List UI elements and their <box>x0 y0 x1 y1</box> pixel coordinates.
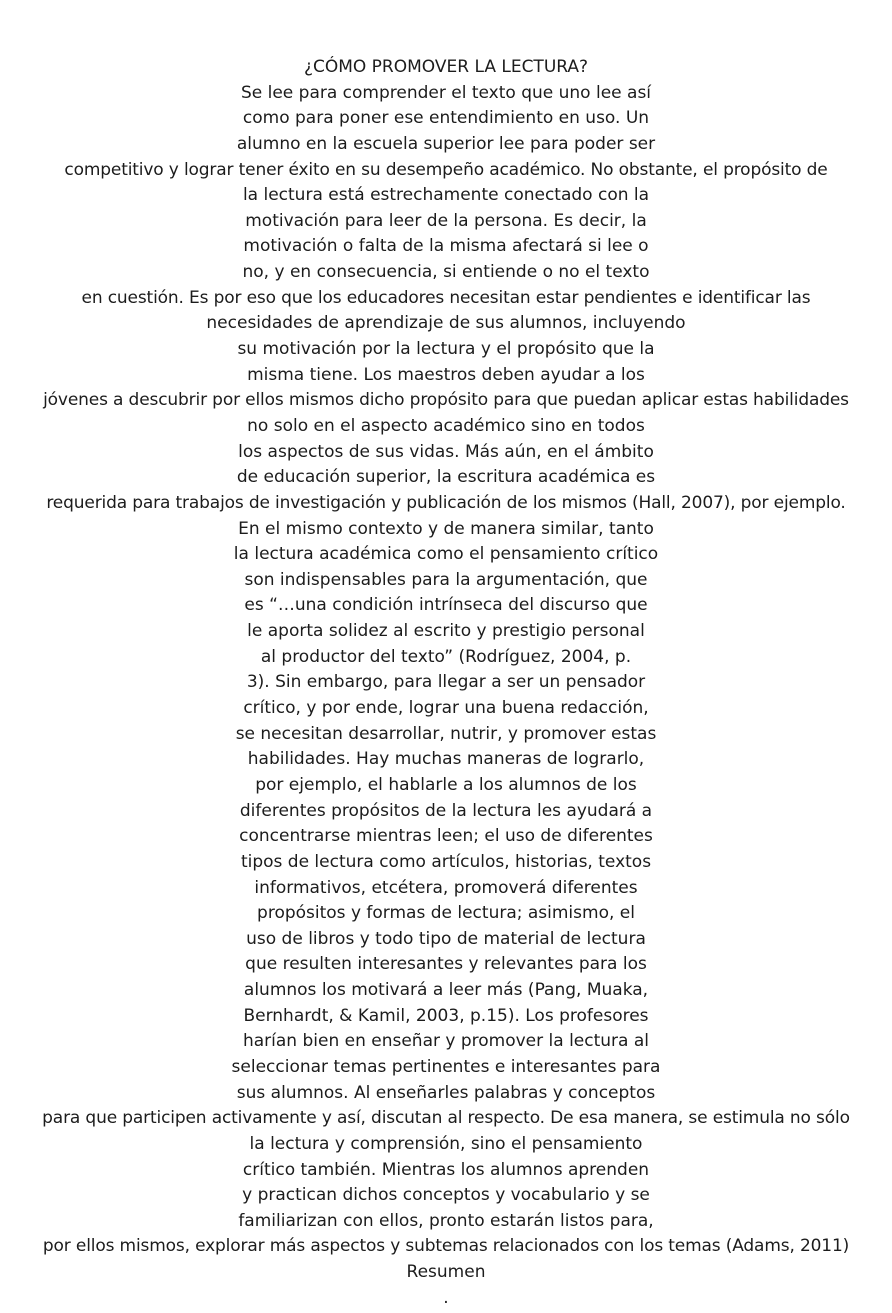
text-line-28: por ejemplo, el hablarle a los alumnos de los <box>255 774 637 795</box>
text-line-30: concentrarse mientras leen; el uso de diferentes <box>239 826 653 847</box>
text-line-9: en cuestión. Es por eso que los educadores necesitan estar pendientes e identificar las <box>81 287 811 308</box>
text-line-3: alumno en la escuela superior lee para poder ser <box>236 133 656 154</box>
text-line-6: motivación para leer de la persona. Es decir, la <box>245 210 647 231</box>
text-line-13: jóvenes a descubrir por ellos mismos dicho propósito para que puedan aplicar estas habilidades <box>43 390 849 411</box>
text-line-35: que resulten interesantes y relevantes para los <box>245 954 647 975</box>
text-line-33: propósitos y formas de lectura; asimismo, el <box>257 903 635 924</box>
text-line-43: crítico también. Mientras los alumnos aprenden <box>242 1159 650 1180</box>
text-line-21: es “…una condición intrínseca del discurso que <box>244 595 648 616</box>
text-line-36: alumnos los motivará a leer más (Pang, Muaka, <box>243 980 649 1001</box>
text-line-45: familiarizan con ellos, pronto estarán listos para, <box>238 1210 654 1231</box>
text-line-5: la lectura está estrechamente conectado con la <box>242 185 650 206</box>
text-line-19: la lectura académica como el pensamiento crítico <box>233 544 659 565</box>
text-line-23: al productor del texto” (Rodríguez, 2004, p. <box>260 646 632 667</box>
text-line-15: los aspectos de sus vidas. Más aún, en el ámbito <box>238 441 654 462</box>
text-line-20: son indispensables para la argumentación, que <box>244 569 648 590</box>
text-line-34: uso de libros y todo tipo de material de lectura <box>246 928 646 949</box>
text-line-41: para que participen activamente y así, discutan al respecto. De esa manera, se estimula no sólo <box>42 1108 850 1129</box>
text-line-16: de educación superior, la escritura académica es <box>236 467 656 488</box>
text-line-37: Bernhardt, & Kamil, 2003, p.15). Los profesores <box>243 1005 649 1026</box>
text-line-32: informativos, etcétera, promoverá diferentes <box>254 877 638 898</box>
text-line-7: motivación o falta de la misma afectará si lee o <box>243 236 649 257</box>
text-line-18: En el mismo contexto y de manera similar, tanto <box>238 518 654 539</box>
text-line-38: harían bien en enseñar y promover la lectura al <box>242 1031 650 1052</box>
text-line-17: requerida para trabajos de investigación y publicación de los mismos (Hall, 2007), por ejemplo. <box>46 492 846 513</box>
text-line-46: por ellos mismos, explorar más aspectos y subtemas relacionados con los temas (Adams, 2011) <box>42 1236 850 1257</box>
text-line-44: y practican dichos conceptos y vocabulario y se <box>242 1185 650 1206</box>
text-line-29: diferentes propósitos de la lectura les ayudará a <box>239 800 653 821</box>
text-line-31: tipos de lectura como artículos, historias, textos <box>240 851 652 872</box>
text-line-40: sus alumnos. Al enseñarles palabras y conceptos <box>236 1082 656 1103</box>
text-line-11: su motivación por la lectura y el propósito que la <box>237 339 655 360</box>
text-line-22: le aporta solidez al escrito y prestigio personal <box>247 621 645 642</box>
text-line-27: habilidades. Hay muchas maneras de lograrlo, <box>247 749 645 770</box>
text-line-39: seleccionar temas pertinentes e interesantes para <box>231 1056 661 1077</box>
text-line-12: misma tiene. Los maestros deben ayudar a los <box>247 364 645 385</box>
text-line-8: no, y en consecuencia, si entiende o no el texto <box>242 262 650 283</box>
text-line-10: necesidades de aprendizaje de sus alumnos, incluyendo <box>206 313 686 334</box>
text-line-24: 3). Sin embargo, para llegar a ser un pensador <box>246 672 646 693</box>
text-line-14: no solo en el aspecto académico sino en todos <box>247 415 645 436</box>
text-line-42: la lectura y comprensión, sino el pensamiento <box>249 1133 643 1154</box>
text-line-26: se necesitan desarrollar, nutrir, y promover estas <box>235 723 657 744</box>
section-heading-resumen: Resumen <box>406 1262 486 1283</box>
text-line-25: crítico, y por ende, lograr una buena redacción, <box>243 698 649 719</box>
trailing-period: . <box>443 1287 449 1308</box>
text-line-1: Se lee para comprender el texto que uno lee así <box>240 82 652 103</box>
text-line-4: competitivo y lograr tener éxito en su desempeño académico. No obstante, el propósito de <box>64 159 828 180</box>
text-line-2: como para poner ese entendimiento en uso. Un <box>242 108 650 129</box>
document-page <box>0 55 892 1311</box>
document-title: ¿CÓMO PROMOVER LA LECTURA? <box>303 57 589 77</box>
